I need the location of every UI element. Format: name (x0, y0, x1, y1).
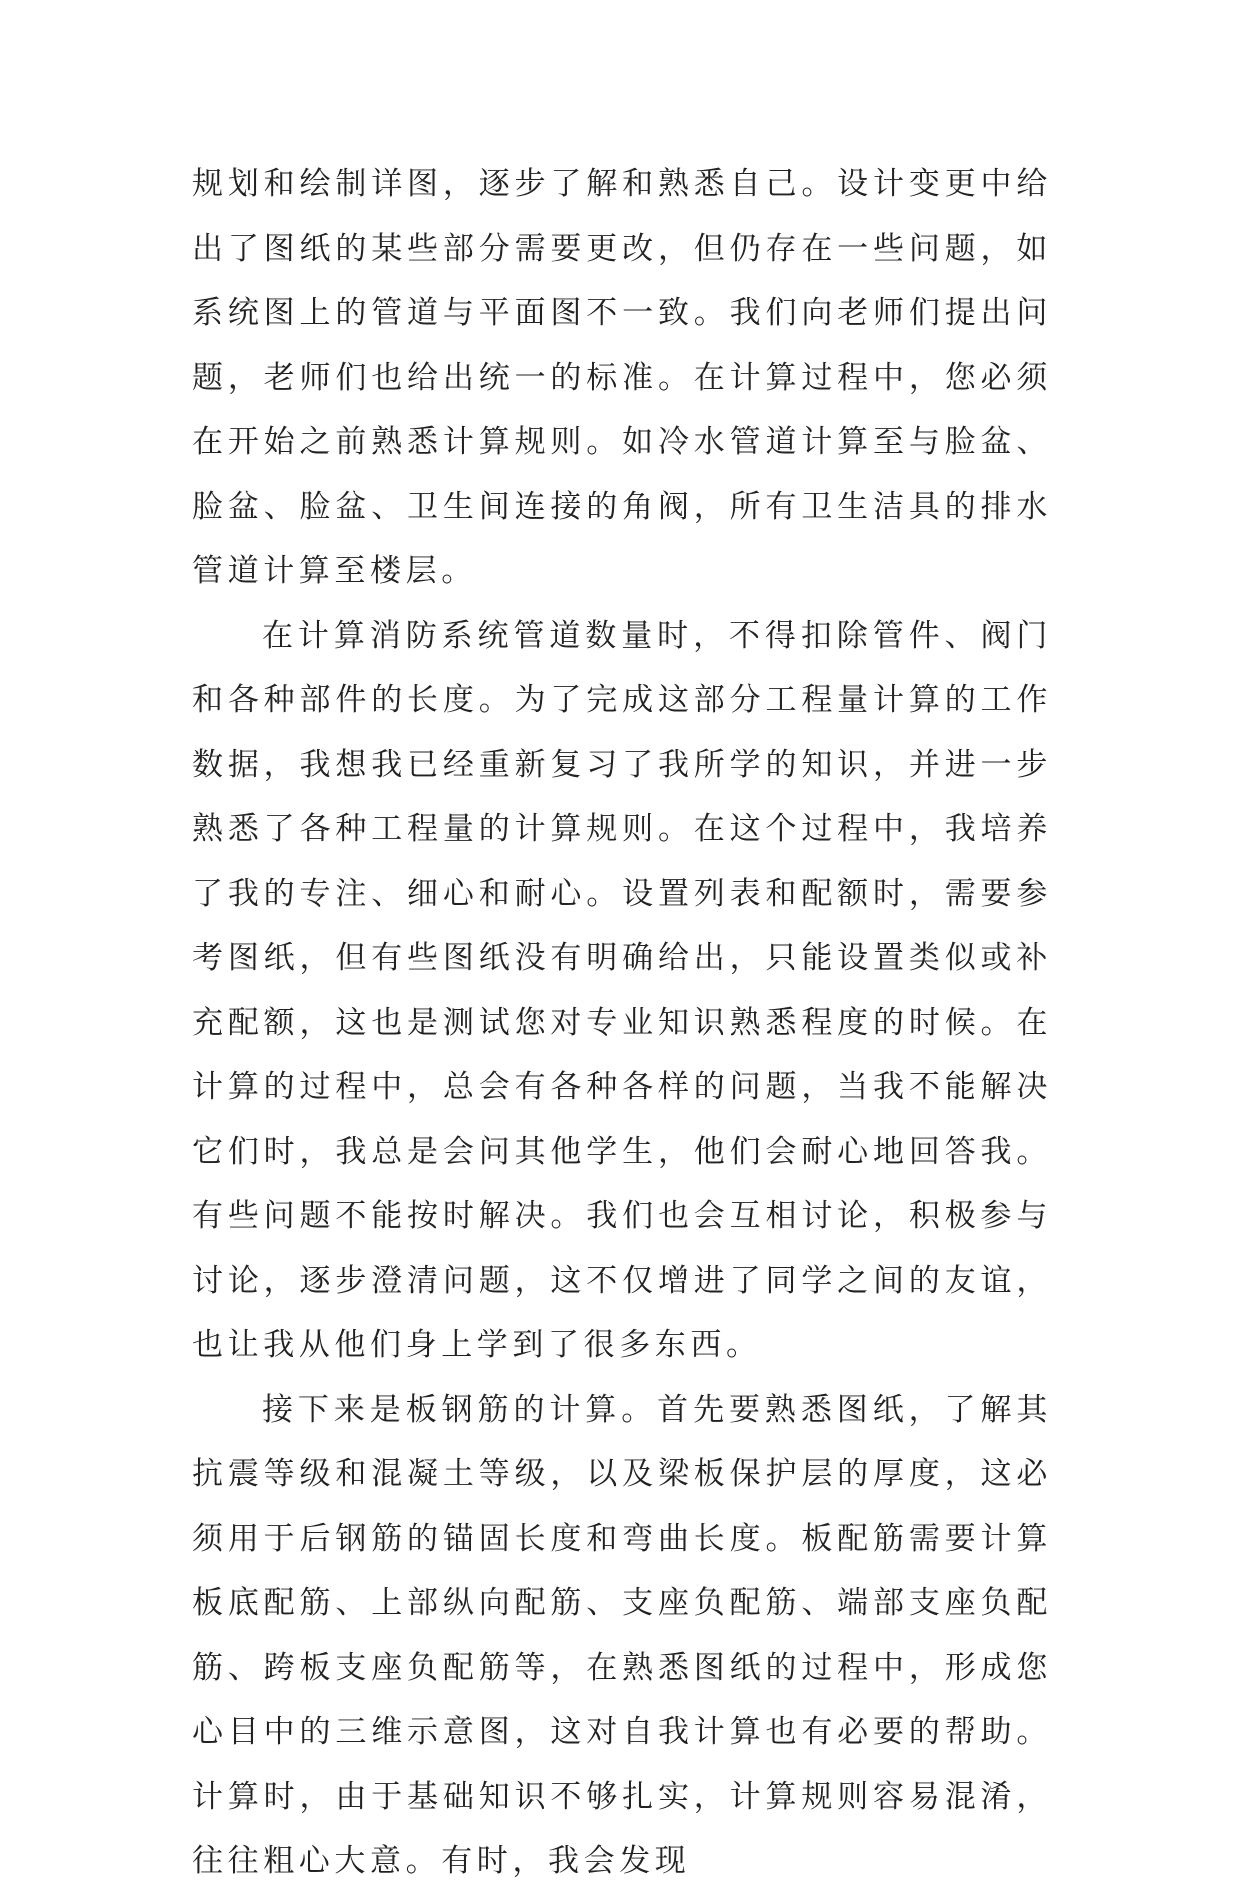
paragraph-2: 在计算消防系统管道数量时，不得扣除管件、阀门和各种部件的长度。为了完成这部分工程量计算的工作数据，我想我已经重新复习了我所学的知识，并进一步熟悉了各种工程量的计算规则。在这个过程中，我培养了我的专注、细心和耐心。设置列表和配额时，需要参考图纸，但有些图纸没有明确给出，只能设置类似或补充配额，这也是测试您对专业知识熟悉程度的时候。在计算的过程中，总会有各种各样的问题，当我不能解决它们时，我总是会问其他学生，他们会耐心地回答我。有些问题不能按时解决。我们也会互相讨论，积极参与讨论，逐步澄清问题，这不仅增进了同学之间的友谊，也让我从他们身上学到了很多东西。 (192, 617, 1052, 1363)
paragraph-3: 接下来是板钢筋的计算。首先要熟悉图纸，了解其抗震等级和混凝土等级，以及梁板保护层的厚度，这必须用于后钢筋的锚固长度和弯曲长度。板配筋需要计算板底配筋、上部纵向配筋、支座负配筋、端部支座负配筋、跨板支座负配筋等，在熟悉图纸的过程中，形成您心目中的三维示意图，这对自我计算也有必要的帮助。计算时，由于基础知识不够扎实，计算规则容易混淆，往往粗心大意。有时，我会发现 (192, 1391, 1052, 1879)
body-text (192, 152, 1052, 1894)
paragraph-1: 规划和绘制详图，逐步了解和熟悉自己。设计变更中给出了图纸的某些部分需要更改，但仍存在一些问题，如系统图上的管道与平面图不一致。我们向老师们提出问题，老师们也给出统一的标准。在计算过程中，您必须在开始之前熟悉计算规则。如冷水管道计算至与脸盆、脸盆、脸盆、卫生间连接的角阀，所有卫生洁具的排水管道计算至楼层。 (192, 166, 1052, 589)
